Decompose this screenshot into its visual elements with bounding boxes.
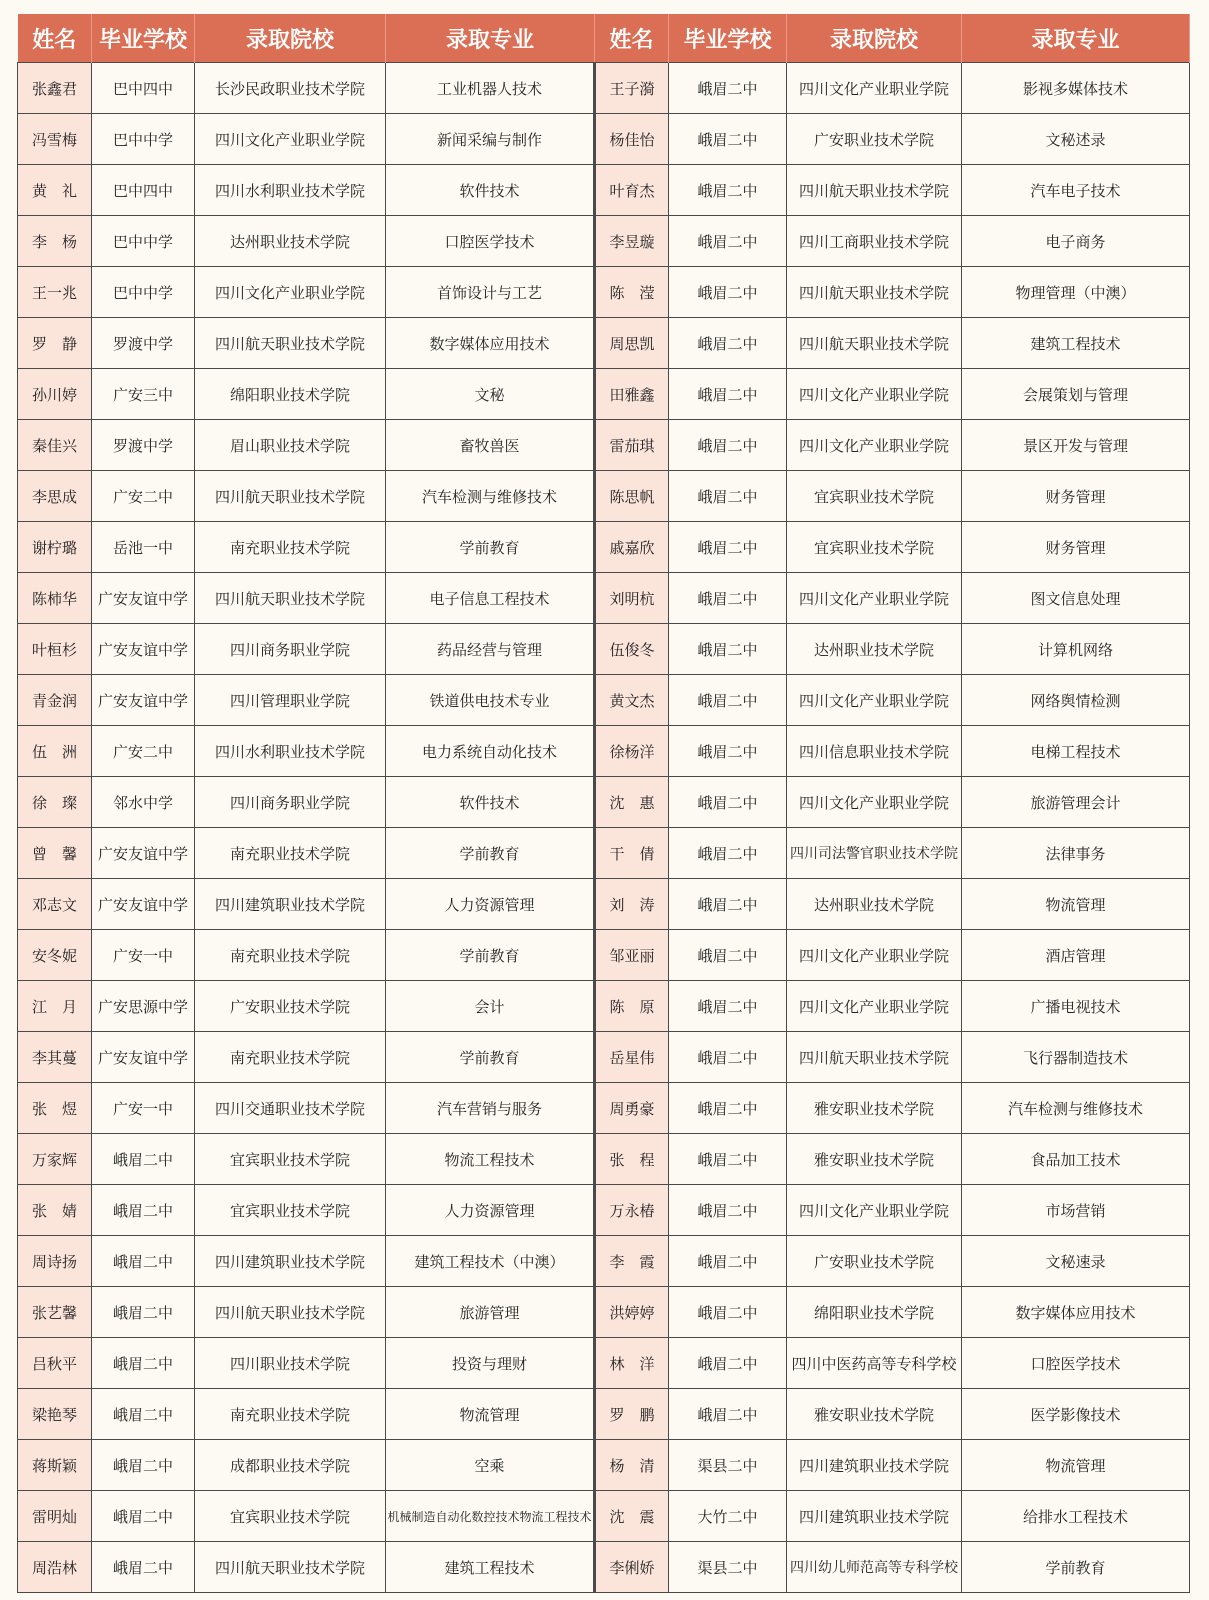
admitted-major-cell: 投资与理财 (386, 1338, 595, 1389)
admitted-major-cell: 影视多媒体技术 (962, 63, 1190, 114)
graduate-school-cell: 峨眉二中 (92, 1440, 195, 1491)
admitted-major-cell: 物流管理 (962, 1440, 1190, 1491)
graduate-school-cell: 广安友谊中学 (92, 573, 195, 624)
graduate-school-cell: 峨眉二中 (669, 675, 787, 726)
graduate-school-cell: 广安友谊中学 (92, 828, 195, 879)
table-row (18, 114, 1190, 165)
graduate-school-cell: 渠县二中 (669, 1440, 787, 1491)
admitted-college-cell: 四川航天职业技术学院 (787, 1032, 962, 1083)
student-name-cell: 杨 清 (595, 1440, 669, 1491)
graduate-school-cell: 峨眉二中 (669, 1032, 787, 1083)
admitted-major-cell: 学前教育 (386, 828, 595, 879)
graduate-school-cell: 罗渡中学 (92, 318, 195, 369)
admitted-college-cell: 达州职业技术学院 (787, 879, 962, 930)
student-name-cell: 杨佳怡 (595, 114, 669, 165)
table-row (18, 879, 1190, 930)
graduate-school-cell: 峨眉二中 (669, 726, 787, 777)
admitted-college-cell: 雅安职业技术学院 (787, 1134, 962, 1185)
admitted-major-cell: 汽车检测与维修技术 (962, 1083, 1190, 1134)
admitted-college-cell: 四川商务职业学院 (195, 777, 386, 828)
graduate-school-cell: 大竹二中 (669, 1491, 787, 1542)
admitted-college-cell: 四川文化产业职业学院 (787, 63, 962, 114)
admitted-major-cell: 计算机网络 (962, 624, 1190, 675)
student-name-cell: 雷明灿 (18, 1491, 92, 1542)
student-name-cell: 周勇豪 (595, 1083, 669, 1134)
graduate-school-cell: 广安二中 (92, 726, 195, 777)
table-row (18, 1185, 1190, 1236)
admitted-college-cell: 宜宾职业技术学院 (195, 1134, 386, 1185)
admitted-major-cell: 机械制造自动化数控技术物流工程技术 (386, 1491, 595, 1542)
student-name-cell: 王子漪 (595, 63, 669, 114)
student-name-cell: 陈思帆 (595, 471, 669, 522)
graduate-school-cell: 巴中中学 (92, 216, 195, 267)
admitted-major-cell: 网络舆情检测 (962, 675, 1190, 726)
table-row (18, 777, 1190, 828)
admitted-college-cell: 广安职业技术学院 (787, 114, 962, 165)
graduate-school-cell: 巴中四中 (92, 63, 195, 114)
admitted-major-cell: 旅游管理 (386, 1287, 595, 1338)
admitted-college-cell: 南充职业技术学院 (195, 522, 386, 573)
header-school: 毕业学校 (669, 14, 787, 63)
student-name-cell: 青金润 (18, 675, 92, 726)
admitted-college-cell: 四川文化产业职业学院 (787, 573, 962, 624)
admitted-college-cell: 四川航天职业技术学院 (195, 573, 386, 624)
admitted-college-cell: 南充职业技术学院 (195, 1032, 386, 1083)
admission-table-sheet (17, 14, 1189, 1593)
admitted-major-cell: 文秘速录 (962, 1236, 1190, 1287)
admitted-major-cell: 物流工程技术 (386, 1134, 595, 1185)
student-name-cell: 吕秋平 (18, 1338, 92, 1389)
student-name-cell: 江 月 (18, 981, 92, 1032)
graduate-school-cell: 巴中四中 (92, 165, 195, 216)
admitted-college-cell: 四川信息职业技术学院 (787, 726, 962, 777)
admitted-major-cell: 空乘 (386, 1440, 595, 1491)
admitted-college-cell: 四川工商职业技术学院 (787, 216, 962, 267)
table-row (18, 726, 1190, 777)
graduate-school-cell: 峨眉二中 (669, 420, 787, 471)
graduate-school-cell: 峨眉二中 (669, 369, 787, 420)
admitted-college-cell: 达州职业技术学院 (787, 624, 962, 675)
student-name-cell: 邓志文 (18, 879, 92, 930)
header-major: 录取专业 (962, 14, 1190, 63)
graduate-school-cell: 峨眉二中 (92, 1389, 195, 1440)
student-name-cell: 黄文杰 (595, 675, 669, 726)
student-name-cell: 伍 洲 (18, 726, 92, 777)
graduate-school-cell: 广安友谊中学 (92, 879, 195, 930)
student-name-cell: 沈 震 (595, 1491, 669, 1542)
admitted-college-cell: 四川建筑职业技术学院 (787, 1491, 962, 1542)
table-row (18, 1338, 1190, 1389)
student-name-cell: 蒋斯颖 (18, 1440, 92, 1491)
admitted-college-cell: 四川中医药高等专科学校 (787, 1338, 962, 1389)
graduate-school-cell: 邻水中学 (92, 777, 195, 828)
graduate-school-cell: 岳池一中 (92, 522, 195, 573)
admitted-major-cell: 口腔医学技术 (386, 216, 595, 267)
admitted-major-cell: 汽车营销与服务 (386, 1083, 595, 1134)
table-row (18, 522, 1190, 573)
student-name-cell: 孙川婷 (18, 369, 92, 420)
admitted-major-cell: 法律事务 (962, 828, 1190, 879)
graduate-school-cell: 峨眉二中 (669, 1338, 787, 1389)
admitted-major-cell: 物流管理 (962, 879, 1190, 930)
admitted-major-cell: 畜牧兽医 (386, 420, 595, 471)
admitted-college-cell: 四川文化产业职业学院 (195, 267, 386, 318)
admitted-major-cell: 财务管理 (962, 471, 1190, 522)
admitted-major-cell: 电梯工程技术 (962, 726, 1190, 777)
table-row (18, 63, 1190, 114)
student-name-cell: 张 程 (595, 1134, 669, 1185)
graduate-school-cell: 峨眉二中 (669, 981, 787, 1032)
admitted-college-cell: 四川商务职业学院 (195, 624, 386, 675)
admitted-major-cell: 人力资源管理 (386, 1185, 595, 1236)
graduate-school-cell: 峨眉二中 (669, 114, 787, 165)
admitted-college-cell: 四川文化产业职业学院 (787, 1185, 962, 1236)
admitted-college-cell: 宜宾职业技术学院 (787, 471, 962, 522)
admitted-major-cell: 软件技术 (386, 777, 595, 828)
graduate-school-cell: 峨眉二中 (669, 930, 787, 981)
student-name-cell: 叶育杰 (595, 165, 669, 216)
admitted-college-cell: 四川航天职业技术学院 (195, 318, 386, 369)
admitted-college-cell: 眉山职业技术学院 (195, 420, 386, 471)
graduate-school-cell: 峨眉二中 (669, 165, 787, 216)
student-name-cell: 罗 静 (18, 318, 92, 369)
table-row (18, 981, 1190, 1032)
graduate-school-cell: 峨眉二中 (92, 1338, 195, 1389)
student-name-cell: 邹亚丽 (595, 930, 669, 981)
table-row (18, 318, 1190, 369)
graduate-school-cell: 峨眉二中 (669, 1083, 787, 1134)
table-row (18, 1440, 1190, 1491)
admitted-major-cell: 新闻采编与制作 (386, 114, 595, 165)
student-name-cell: 李思成 (18, 471, 92, 522)
admitted-college-cell: 绵阳职业技术学院 (787, 1287, 962, 1338)
student-name-cell: 岳星伟 (595, 1032, 669, 1083)
admitted-college-cell: 四川文化产业职业学院 (787, 420, 962, 471)
graduate-school-cell: 巴中中学 (92, 114, 195, 165)
graduate-school-cell: 峨眉二中 (669, 522, 787, 573)
graduate-school-cell: 广安一中 (92, 930, 195, 981)
student-name-cell: 梁艳琴 (18, 1389, 92, 1440)
graduate-school-cell: 峨眉二中 (669, 63, 787, 114)
student-name-cell: 李其蔓 (18, 1032, 92, 1083)
admitted-major-cell: 给排水工程技术 (962, 1491, 1190, 1542)
student-name-cell: 王一兆 (18, 267, 92, 318)
graduate-school-cell: 峨眉二中 (669, 1389, 787, 1440)
graduate-school-cell: 峨眉二中 (669, 1287, 787, 1338)
admitted-major-cell: 文秘述录 (962, 114, 1190, 165)
student-name-cell: 周诗扬 (18, 1236, 92, 1287)
admitted-college-cell: 南充职业技术学院 (195, 1389, 386, 1440)
admitted-major-cell: 医学影像技术 (962, 1389, 1190, 1440)
table-row (18, 420, 1190, 471)
admitted-major-cell: 建筑工程技术 (962, 318, 1190, 369)
graduate-school-cell: 峨眉二中 (669, 777, 787, 828)
admitted-major-cell: 文秘 (386, 369, 595, 420)
student-name-cell: 李 杨 (18, 216, 92, 267)
admitted-college-cell: 成都职业技术学院 (195, 1440, 386, 1491)
admitted-college-cell: 四川文化产业职业学院 (787, 369, 962, 420)
admitted-college-cell: 四川文化产业职业学院 (787, 930, 962, 981)
graduate-school-cell: 峨眉二中 (669, 573, 787, 624)
header-row (18, 14, 1190, 63)
graduate-school-cell: 峨眉二中 (669, 1185, 787, 1236)
graduate-school-cell: 渠县二中 (669, 1542, 787, 1593)
student-name-cell: 李 霞 (595, 1236, 669, 1287)
table-row (18, 165, 1190, 216)
admitted-major-cell: 电子商务 (962, 216, 1190, 267)
admitted-major-cell: 学前教育 (962, 1542, 1190, 1593)
admitted-college-cell: 四川交通职业技术学院 (195, 1083, 386, 1134)
admitted-major-cell: 广播电视技术 (962, 981, 1190, 1032)
table-row (18, 1287, 1190, 1338)
graduate-school-cell: 广安友谊中学 (92, 624, 195, 675)
admitted-major-cell: 口腔医学技术 (962, 1338, 1190, 1389)
admitted-major-cell: 市场营销 (962, 1185, 1190, 1236)
graduate-school-cell: 广安友谊中学 (92, 675, 195, 726)
graduate-school-cell: 广安三中 (92, 369, 195, 420)
header-school: 毕业学校 (92, 14, 195, 63)
student-name-cell: 罗 鹏 (595, 1389, 669, 1440)
admitted-college-cell: 广安职业技术学院 (787, 1236, 962, 1287)
graduate-school-cell: 巴中中学 (92, 267, 195, 318)
graduate-school-cell: 罗渡中学 (92, 420, 195, 471)
student-name-cell: 田雅鑫 (595, 369, 669, 420)
graduate-school-cell: 峨眉二中 (669, 216, 787, 267)
admitted-college-cell: 宜宾职业技术学院 (195, 1491, 386, 1542)
admitted-college-cell: 四川建筑职业技术学院 (195, 1236, 386, 1287)
admitted-college-cell: 南充职业技术学院 (195, 930, 386, 981)
student-name-cell: 万家辉 (18, 1134, 92, 1185)
graduate-school-cell: 峨眉二中 (669, 624, 787, 675)
admitted-college-cell: 宜宾职业技术学院 (195, 1185, 386, 1236)
student-name-cell: 万永椿 (595, 1185, 669, 1236)
student-name-cell: 陈 原 (595, 981, 669, 1032)
admitted-college-cell: 四川文化产业职业学院 (195, 114, 386, 165)
admitted-college-cell: 四川航天职业技术学院 (195, 1542, 386, 1593)
graduate-school-cell: 峨眉二中 (669, 879, 787, 930)
admitted-major-cell: 建筑工程技术 (386, 1542, 595, 1593)
graduate-school-cell: 峨眉二中 (92, 1185, 195, 1236)
student-name-cell: 秦佳兴 (18, 420, 92, 471)
table-row (18, 828, 1190, 879)
header-college: 录取院校 (195, 14, 386, 63)
admitted-college-cell: 四川水利职业技术学院 (195, 165, 386, 216)
table-row (18, 267, 1190, 318)
admitted-major-cell: 电力系统自动化技术 (386, 726, 595, 777)
admitted-major-cell: 物流管理 (386, 1389, 595, 1440)
student-name-cell: 安冬妮 (18, 930, 92, 981)
student-name-cell: 陈 滢 (595, 267, 669, 318)
admitted-major-cell: 首饰设计与工艺 (386, 267, 595, 318)
graduate-school-cell: 广安二中 (92, 471, 195, 522)
admitted-major-cell: 汽车电子技术 (962, 165, 1190, 216)
graduate-school-cell: 峨眉二中 (669, 1134, 787, 1185)
admitted-major-cell: 人力资源管理 (386, 879, 595, 930)
table-row (18, 624, 1190, 675)
admitted-major-cell: 学前教育 (386, 1032, 595, 1083)
admitted-college-cell: 四川建筑职业技术学院 (195, 879, 386, 930)
student-name-cell: 黄 礼 (18, 165, 92, 216)
graduate-school-cell: 峨眉二中 (669, 1236, 787, 1287)
table-row (18, 930, 1190, 981)
admitted-major-cell: 数字媒体应用技术 (962, 1287, 1190, 1338)
admitted-college-cell: 四川航天职业技术学院 (787, 267, 962, 318)
student-name-cell: 沈 惠 (595, 777, 669, 828)
student-name-cell: 林 洋 (595, 1338, 669, 1389)
admitted-college-cell: 长沙民政职业技术学院 (195, 63, 386, 114)
table-row (18, 1236, 1190, 1287)
admitted-college-cell: 四川幼儿师范高等专科学校 (787, 1542, 962, 1593)
admitted-major-cell: 旅游管理会计 (962, 777, 1190, 828)
student-name-cell: 刘明杭 (595, 573, 669, 624)
admitted-major-cell: 财务管理 (962, 522, 1190, 573)
graduate-school-cell: 广安友谊中学 (92, 1032, 195, 1083)
admitted-major-cell: 图文信息处理 (962, 573, 1190, 624)
student-name-cell: 伍俊冬 (595, 624, 669, 675)
admitted-major-cell: 铁道供电技术专业 (386, 675, 595, 726)
student-name-cell: 曾 馨 (18, 828, 92, 879)
admitted-major-cell: 建筑工程技术（中澳） (386, 1236, 595, 1287)
admitted-major-cell: 食品加工技术 (962, 1134, 1190, 1185)
admitted-college-cell: 广安职业技术学院 (195, 981, 386, 1032)
admitted-major-cell: 电子信息工程技术 (386, 573, 595, 624)
graduate-school-cell: 峨眉二中 (669, 828, 787, 879)
admitted-major-cell: 数字媒体应用技术 (386, 318, 595, 369)
admitted-college-cell: 雅安职业技术学院 (787, 1083, 962, 1134)
header-name: 姓名 (595, 14, 669, 63)
header-major: 录取专业 (386, 14, 595, 63)
graduate-school-cell: 峨眉二中 (92, 1134, 195, 1185)
student-name-cell: 洪婷婷 (595, 1287, 669, 1338)
admitted-major-cell: 学前教育 (386, 930, 595, 981)
student-name-cell: 张 婧 (18, 1185, 92, 1236)
graduate-school-cell: 广安一中 (92, 1083, 195, 1134)
student-name-cell: 周思凯 (595, 318, 669, 369)
admitted-college-cell: 达州职业技术学院 (195, 216, 386, 267)
admitted-major-cell: 景区开发与管理 (962, 420, 1190, 471)
student-name-cell: 李昱璇 (595, 216, 669, 267)
admitted-college-cell: 四川文化产业职业学院 (787, 675, 962, 726)
admitted-college-cell: 四川管理职业学院 (195, 675, 386, 726)
admitted-college-cell: 四川航天职业技术学院 (195, 1287, 386, 1338)
admitted-college-cell: 四川建筑职业技术学院 (787, 1440, 962, 1491)
header-name: 姓名 (18, 14, 92, 63)
admitted-college-cell: 四川文化产业职业学院 (787, 777, 962, 828)
admitted-major-cell: 会展策划与管理 (962, 369, 1190, 420)
graduate-school-cell: 峨眉二中 (669, 267, 787, 318)
student-name-cell: 张艺馨 (18, 1287, 92, 1338)
table-row (18, 1542, 1190, 1593)
header-college: 录取院校 (787, 14, 962, 63)
student-name-cell: 谢柠璐 (18, 522, 92, 573)
student-name-cell: 陈柿华 (18, 573, 92, 624)
table-row (18, 369, 1190, 420)
admitted-major-cell: 学前教育 (386, 522, 595, 573)
student-name-cell: 张鑫君 (18, 63, 92, 114)
admitted-college-cell: 绵阳职业技术学院 (195, 369, 386, 420)
student-name-cell: 周浩林 (18, 1542, 92, 1593)
student-name-cell: 徐杨洋 (595, 726, 669, 777)
table-row (18, 1491, 1190, 1542)
admitted-college-cell: 四川航天职业技术学院 (195, 471, 386, 522)
table-row (18, 471, 1190, 522)
student-name-cell: 冯雪梅 (18, 114, 92, 165)
graduate-school-cell: 峨眉二中 (669, 471, 787, 522)
admitted-college-cell: 四川水利职业技术学院 (195, 726, 386, 777)
student-name-cell: 刘 涛 (595, 879, 669, 930)
admitted-college-cell: 四川司法警官职业技术学院 (787, 828, 962, 879)
admitted-major-cell: 软件技术 (386, 165, 595, 216)
graduate-school-cell: 峨眉二中 (92, 1287, 195, 1338)
admitted-college-cell: 宜宾职业技术学院 (787, 522, 962, 573)
admitted-major-cell: 药品经营与管理 (386, 624, 595, 675)
student-name-cell: 叶桓杉 (18, 624, 92, 675)
admitted-major-cell: 工业机器人技术 (386, 63, 595, 114)
admitted-major-cell: 汽车检测与维修技术 (386, 471, 595, 522)
graduate-school-cell: 峨眉二中 (669, 318, 787, 369)
admitted-major-cell: 会计 (386, 981, 595, 1032)
graduate-school-cell: 峨眉二中 (92, 1491, 195, 1542)
admitted-college-cell: 四川航天职业技术学院 (787, 318, 962, 369)
admitted-college-cell: 雅安职业技术学院 (787, 1389, 962, 1440)
graduate-school-cell: 峨眉二中 (92, 1542, 195, 1593)
admitted-college-cell: 四川航天职业技术学院 (787, 165, 962, 216)
graduate-school-cell: 广安思源中学 (92, 981, 195, 1032)
table-row (18, 675, 1190, 726)
table-row (18, 1389, 1190, 1440)
admitted-college-cell: 南充职业技术学院 (195, 828, 386, 879)
student-name-cell: 徐 璨 (18, 777, 92, 828)
table-row (18, 573, 1190, 624)
table-row (18, 1083, 1190, 1134)
admitted-college-cell: 四川职业技术学院 (195, 1338, 386, 1389)
admission-table (17, 14, 1190, 1593)
table-row (18, 216, 1190, 267)
admitted-major-cell: 酒店管理 (962, 930, 1190, 981)
student-name-cell: 雷茄琪 (595, 420, 669, 471)
student-name-cell: 张 煜 (18, 1083, 92, 1134)
student-name-cell: 李俐娇 (595, 1542, 669, 1593)
admitted-major-cell: 飞行器制造技术 (962, 1032, 1190, 1083)
table-row (18, 1032, 1190, 1083)
admitted-major-cell: 物理管理（中澳） (962, 267, 1190, 318)
graduate-school-cell: 峨眉二中 (92, 1236, 195, 1287)
student-name-cell: 干 倩 (595, 828, 669, 879)
admitted-college-cell: 四川文化产业职业学院 (787, 981, 962, 1032)
student-name-cell: 戚嘉欣 (595, 522, 669, 573)
table-row (18, 1134, 1190, 1185)
